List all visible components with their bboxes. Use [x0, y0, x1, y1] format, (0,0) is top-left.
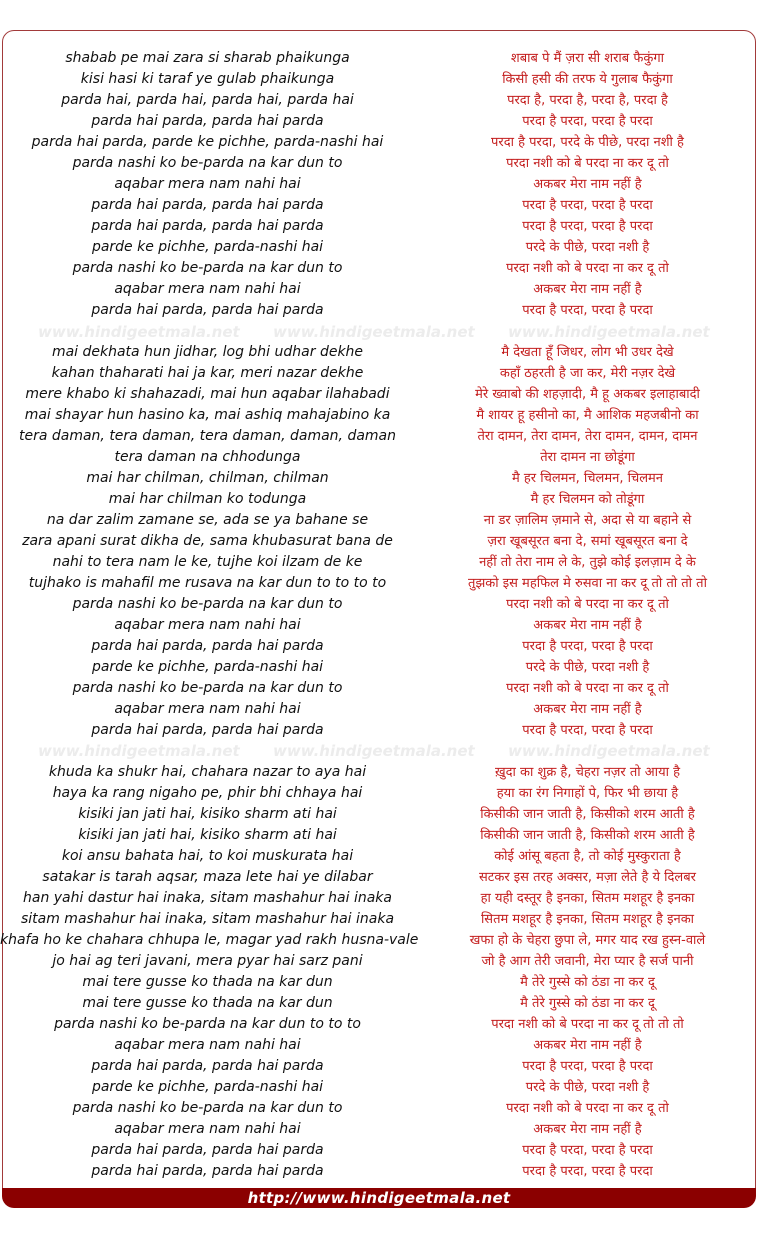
hindi-lyric-line: किसीकी जान जाती है, किसीको शरम आती है [480, 807, 695, 822]
roman-lyric-line: mai har chilman, chilman, chilman [86, 470, 329, 486]
hindi-lyric-line: हया का रंग निगाहों पे, फिर भी छाया है [496, 786, 679, 801]
roman-lyric-line: jo hai ag teri javani, mera pyar hai sarz pani [52, 953, 363, 969]
roman-lyric-line: haya ka rang nigaho pe, phir bhi chhaya hai [52, 785, 363, 801]
hindi-lyric-line: परदा है परदा, परदा है परदा [522, 219, 653, 234]
hindi-lyric-line: अकबर मेरा नाम नहीं है [533, 618, 642, 633]
hindi-lyric-line: तेरा दामन, तेरा दामन, तेरा दामन, दामन, दामन [477, 429, 698, 444]
roman-lyric-line: parda hai parda, parda hai parda [91, 302, 324, 318]
roman-lyric-line: han yahi dastur hai inaka, sitam mashahur hai inaka [23, 890, 392, 906]
roman-lyric-line: sitam mashahur hai inaka, sitam mashahur hai inaka [20, 911, 395, 927]
roman-lyric-line: mere khabo ki shahazadi, mai hun aqabar ilahabadi [25, 386, 390, 402]
hindi-lyric-line: मै शायर हू हसीनो का, मै आशिक महजबीनो का [476, 408, 699, 423]
roman-lyric-line: aqabar mera nam nahi hai [114, 1037, 301, 1053]
hindi-lyric-line: अकबर मेरा नाम नहीं है [533, 1038, 642, 1053]
hindi-lyric-line: परदा है परदा, परदे के पीछे, परदा नशी है [491, 135, 684, 150]
roman-lyric-line: parda hai parda, parda hai parda [91, 1058, 324, 1074]
hindi-lyric-line: परदा नशी को बे परदा ना कर दू तो [506, 597, 669, 612]
roman-lyric-line: mai tere gusse ko thada na kar dun [82, 995, 333, 1011]
hindi-lyric-line: खफा हो के चेहरा छुपा ले, मगर याद रख हुस्न-वाले [469, 933, 706, 948]
hindi-lyric-line: परदा है, परदा है, परदा है, परदा है [507, 93, 668, 108]
hindi-lyric-line: परदा नशी को बे परदा ना कर दू तो [506, 1101, 669, 1116]
footer-url[interactable]: http://www.hindigeetmala.net [247, 1189, 511, 1207]
roman-lyric-line: na dar zalim zamane se, ada se ya bahane se [46, 512, 369, 528]
hindi-lyric-line: मेरे ख्वाबो की शहज़ादी, मै हू अकबर इलाहाबादी [475, 387, 700, 402]
hindi-lyric-line: मै देखता हूँ जिधर, लोग भी उधर देखे [501, 345, 674, 360]
roman-lyric-line: zara apani surat dikha de, sama khubasurat bana de [22, 533, 393, 549]
hindi-lyric-line: परदा नशी को बे परदा ना कर दू तो [506, 261, 669, 276]
watermark-text: www.hindigeetmala.net [38, 742, 240, 760]
roman-lyric-line: parda nashi ko be-parda na kar dun to [72, 1100, 343, 1116]
hindi-lyric-line: परदे के पीछे, परदा नशी है [525, 660, 650, 675]
hindi-lyric-line: तुझको इस महफिल मे रुसवा ना कर दू तो तो तो तो [468, 576, 707, 591]
hindi-lyric-line: अकबर मेरा नाम नहीं है [533, 282, 642, 297]
hindi-lyric-line: परदा है परदा, परदा है परदा [522, 639, 653, 654]
watermark-text: www.hindigeetmala.net [273, 742, 475, 760]
hindi-lyric-line: तेरा दामन ना छोडूंगा [540, 450, 635, 465]
watermark-row [0, 322, 760, 342]
watermark-text: www.hindigeetmala.net [38, 323, 240, 341]
roman-lyric-line: parda nashi ko be-parda na kar dun to [72, 680, 343, 696]
roman-lyric-line: tera daman na chhodunga [114, 449, 301, 465]
hindi-lyric-line: परदा नशी को बे परदा ना कर दू तो [506, 156, 669, 171]
roman-lyric-line: parda hai, parda hai, parda hai, parda hai [61, 92, 354, 108]
roman-lyric-line: parda nashi ko be-parda na kar dun to to to [54, 1016, 361, 1032]
roman-lyric-line: parda hai parda, parda hai parda [91, 638, 324, 654]
watermark-row [0, 741, 760, 761]
watermark-text: www.hindigeetmala.net [508, 742, 710, 760]
roman-lyric-line: satakar is tarah aqsar, maza lete hai ye dilabar [42, 869, 373, 885]
hindi-lyric-line: मै तेरे गुस्से को ठंडा ना कर दू [520, 996, 655, 1011]
hindi-lyric-line: हा यही दस्तूर है इनका, सितम मशहूर है इनका [480, 891, 695, 906]
hindi-lyric-line: परदा है परदा, परदा है परदा [522, 1059, 653, 1074]
hindi-lyric-line: जो है आग तेरी जवानी, मेरा प्यार है सर्ज पानी [481, 954, 694, 969]
hindi-lyric-line: ख़ुदा का शुक्र है, चेहरा नज़र तो आया है [494, 765, 681, 780]
roman-lyric-line: khafa ho ke chahara chhupa le, magar yad rakh husna-vale [0, 932, 419, 948]
hindi-lyric-line: नहीं तो तेरा नाम ले के, तुझे कोई इलज़ाम दे के [479, 555, 696, 570]
roman-lyric-line: parda hai parda, parde ke pichhe, parda-nashi hai [31, 134, 384, 150]
hindi-lyric-line: किसीकी जान जाती है, किसीको शरम आती है [480, 828, 695, 843]
hindi-lyric-line: मै हर चिलमन को तोडूंगा [530, 492, 645, 507]
hindi-lyric-line: परदा नशी को बे परदा ना कर दू तो [506, 681, 669, 696]
roman-lyric-line: parde ke pichhe, parda-nashi hai [91, 659, 324, 675]
roman-lyric-line: kisiki jan jati hai, kisiko sharm ati hai [78, 827, 337, 843]
roman-lyric-line: koi ansu bahata hai, to koi muskurata hai [61, 848, 354, 864]
watermark-text: www.hindigeetmala.net [273, 323, 475, 341]
hindi-lyric-line: कोई आंसू बहता है, तो कोई मुस्कुराता है [494, 849, 681, 864]
roman-lyric-line: parda hai parda, parda hai parda [91, 722, 324, 738]
roman-lyric-line: kisi hasi ki taraf ye gulab phaikunga [80, 71, 335, 87]
roman-lyric-line: tujhako is mahafil me rusava na kar dun to to to to [28, 575, 387, 591]
roman-lyric-line: parda nashi ko be-parda na kar dun to [72, 260, 343, 276]
hindi-lyric-line: ना डर ज़ालिम ज़माने से, अदा से या बहाने से [483, 513, 692, 528]
hindi-lyric-line: मै हर चिलमन, चिलमन, चिलमन [511, 471, 664, 486]
roman-lyric-line: parda hai parda, parda hai parda [91, 218, 324, 234]
roman-lyric-line: mai har chilman ko todunga [108, 491, 307, 507]
roman-lyric-line: tera daman, tera daman, tera daman, daman, daman [18, 428, 397, 444]
hindi-lyric-line: परदा है परदा, परदा है परदा [522, 198, 653, 213]
roman-lyric-line: parda nashi ko be-parda na kar dun to [72, 155, 343, 171]
roman-lyric-line: parda hai parda, parda hai parda [91, 1142, 324, 1158]
hindi-lyric-line: सितम मशहूर है इनका, सितम मशहूर है इनका [480, 912, 695, 927]
hindi-lyric-line: कहाँ ठहरती है जा कर, मेरी नज़र देखे [499, 366, 676, 381]
hindi-lyric-line: परदा है परदा, परदा है परदा [522, 1164, 653, 1179]
roman-lyric-line: kahan thaharati hai ja kar, meri nazar dekhe [51, 365, 364, 381]
roman-lyric-line: aqabar mera nam nahi hai [114, 701, 301, 717]
roman-lyric-line: parda hai parda, parda hai parda [91, 197, 324, 213]
roman-lyric-line: nahi to tera nam le ke, tujhe koi ilzam de ke [52, 554, 363, 570]
roman-lyric-line: mai tere gusse ko thada na kar dun [82, 974, 333, 990]
hindi-lyric-line: मै तेरे गुस्से को ठंडा ना कर दू [520, 975, 655, 990]
roman-lyric-line: parda hai parda, parda hai parda [91, 113, 324, 129]
hindi-lyric-line: शबाब पे मैं ज़रा सी शराब फैकुंगा [510, 51, 665, 66]
hindi-lyric-line: अकबर मेरा नाम नहीं है [533, 1122, 642, 1137]
roman-lyric-line: aqabar mera nam nahi hai [114, 617, 301, 633]
roman-lyric-line: aqabar mera nam nahi hai [114, 176, 301, 192]
roman-lyric-line: aqabar mera nam nahi hai [114, 1121, 301, 1137]
hindi-lyric-line: परदे के पीछे, परदा नशी है [525, 240, 650, 255]
hindi-lyric-line: परदा है परदा, परदा है परदा [522, 1143, 653, 1158]
roman-lyric-line: parde ke pichhe, parda-nashi hai [91, 1079, 324, 1095]
hindi-lyric-line: परदा है परदा, परदा है परदा [522, 303, 653, 318]
hindi-lyric-line: अकबर मेरा नाम नहीं है [533, 702, 642, 717]
roman-lyric-line: shabab pe mai zara si sharab phaikunga [65, 50, 350, 66]
roman-lyric-line: parda hai parda, parda hai parda [91, 1163, 324, 1179]
roman-lyric-line: aqabar mera nam nahi hai [114, 281, 301, 297]
hindi-lyric-line: किसी हसी की तरफ ये गुलाब फैकुंगा [502, 72, 673, 87]
hindi-lyric-line: परदा है परदा, परदा है परदा [522, 114, 653, 129]
hindi-lyric-line: परदे के पीछे, परदा नशी है [525, 1080, 650, 1095]
roman-lyric-line: mai dekhata hun jidhar, log bhi udhar dekhe [51, 344, 364, 360]
footer-url-bar[interactable] [2, 1188, 756, 1208]
roman-lyric-line: parde ke pichhe, parda-nashi hai [91, 239, 324, 255]
hindi-lyric-line: सटकर इस तरह अक्सर, मज़ा लेते है ये दिलबर [479, 870, 696, 885]
watermark-text: www.hindigeetmala.net [508, 323, 710, 341]
roman-lyric-line: parda nashi ko be-parda na kar dun to [72, 596, 343, 612]
roman-lyric-line: khuda ka shukr hai, chahara nazar to aya hai [48, 764, 367, 780]
roman-lyric-line: kisiki jan jati hai, kisiko sharm ati hai [78, 806, 337, 822]
hindi-lyric-line: परदा नशी को बे परदा ना कर दू तो तो तो [491, 1017, 684, 1032]
hindi-lyric-line: अकबर मेरा नाम नहीं है [533, 177, 642, 192]
hindi-lyric-line: परदा है परदा, परदा है परदा [522, 723, 653, 738]
roman-lyric-line: mai shayar hun hasino ka, mai ashiq mahajabino ka [24, 407, 391, 423]
hindi-lyric-line: ज़रा खूबसूरत बना दे, समां खूबसूरत बना दे [487, 534, 688, 549]
